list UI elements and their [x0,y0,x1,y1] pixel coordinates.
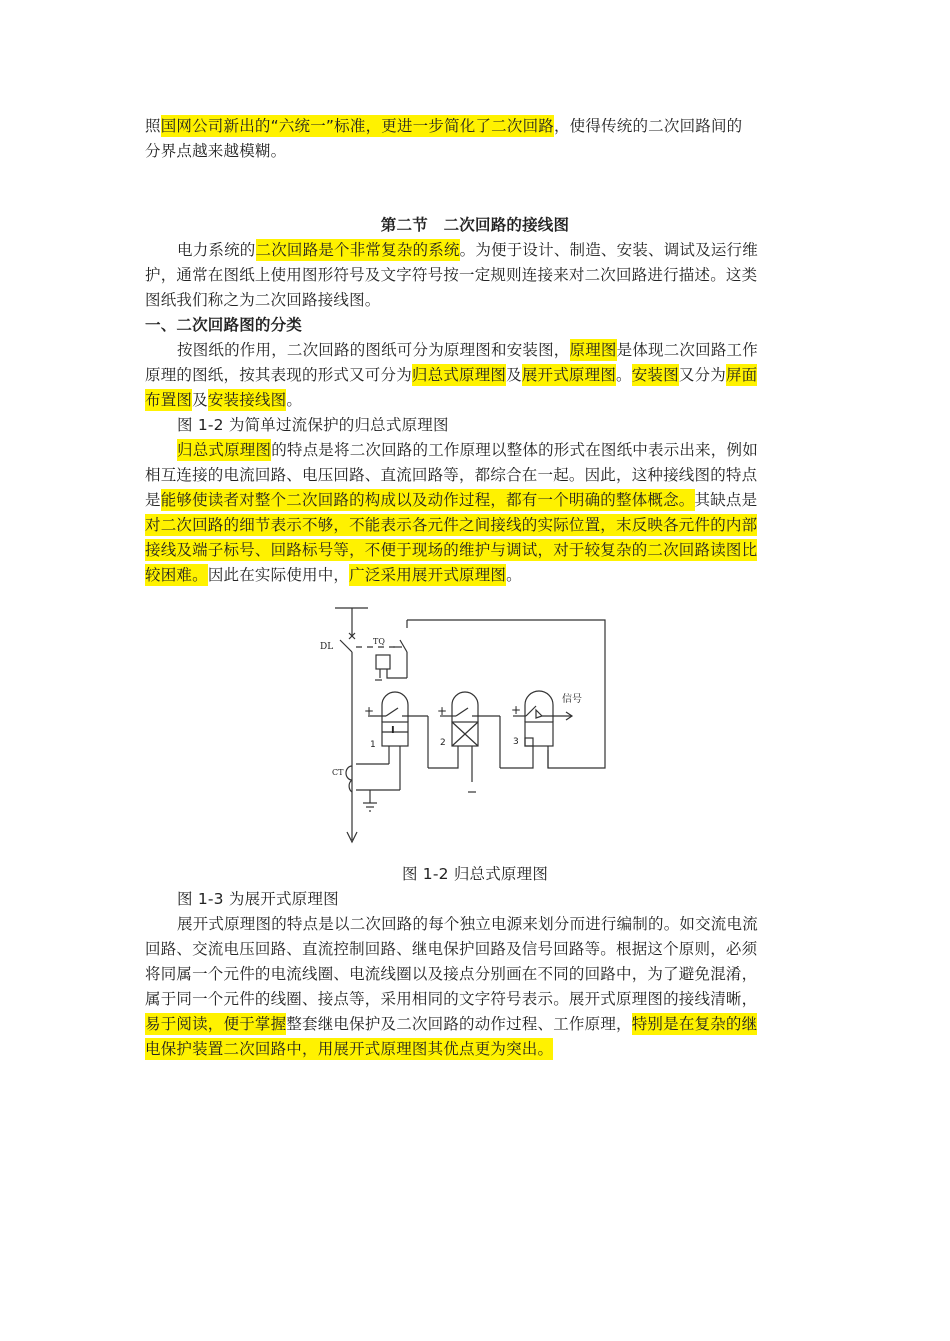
plus-sign-3: + [511,703,522,717]
relay-1-current-symbol: I [391,725,395,736]
text-run: 护，通常在图纸上使用图形符号及文字符号按一定规则连接来对二次回路进行描述。这类 [145,266,758,284]
relay-2-head [452,692,478,722]
breaker-dl-blade [340,640,352,652]
text-run: 电力系统的 [177,241,256,259]
highlighted-text: 易于阅读，便于掌握 [145,1015,287,1033]
para4-line-1 [145,912,805,937]
para4-line-4 [145,987,805,1012]
fig12-caption: 图 1-2 归总式原理图 [401,865,549,883]
text-run: 属于同一个元件的线圈、接点等，采用相同的文字符号表示。展开式原理图的接线清晰， [145,990,758,1008]
para3-line-5 [145,538,805,563]
highlighted-text: 电保护装置二次回路中，用展开式原理图其优点更为突出。 [145,1040,554,1058]
intro-line-2 [145,139,805,164]
highlighted-text: 布置图 [145,391,193,409]
para2-line-1 [145,338,805,363]
highlighted-text: 特别是在复杂的继 [631,1015,758,1033]
tq-coil [376,655,390,669]
para1-line-3 [145,288,805,313]
text-run: 回路、交流电压回路、直流控制回路、继电保护回路及信号回路等。根据这个原则，必须 [145,940,758,958]
highlighted-text: 较困难。 [145,566,208,584]
para1-line-1 [145,238,805,263]
plus-sign-2: + [437,704,448,718]
plus-sign-1: + [364,704,375,718]
text-run: 。 [286,391,303,409]
relay-1-body [382,722,408,746]
highlighted-text: 安装图 [631,366,679,384]
text-run: 原理的图纸，按其表现的形式又可分为 [145,366,412,384]
text-run: 分界点越来越模糊。 [145,142,287,160]
text-run: 是体现二次回路工作 [616,341,758,359]
label-signal: 信号 [562,694,582,705]
text-run: 整套继电保护及二次回路的动作过程、工作原理， [286,1015,632,1033]
para4-line-6 [145,1037,805,1062]
para3-line-2 [145,463,805,488]
label-ct: CT [332,768,344,777]
text-run: 。 [616,366,632,384]
label-dl: DL [320,642,334,652]
highlighted-text: 归总式原理图 [411,366,507,384]
highlighted-text: 接线及端子标号、回路标号等，不便于现场的维护与调试，对于较复杂的二次回路读图比 [145,541,758,559]
label-relay-3: 3 [513,737,519,747]
text-run: ，使得传统的二次回路间的 [553,117,743,135]
intro-line-1 [145,114,805,139]
relay-1-head [382,692,408,722]
para3-line-4 [145,513,805,538]
highlighted-text: 能够使读者对整个二次回路的构成以及动作过程，都有一个明确的整体概念。 [160,491,695,509]
text-run: 。为便于设计、制造、安装、调试及运行维 [459,241,758,259]
highlighted-text: 对二次回路的细节表示不够，不能表示各元件之间接线的实际位置，末反映各元件的内部 [145,516,758,534]
label-relay-2: 2 [440,738,446,748]
highlighted-text: 国网公司新出的“六统一”标准，更进一步简化了二次回路 [160,117,554,135]
label-tq: TQ [373,637,385,646]
fig13-reference: 图 1-3 为展开式原理图 [177,890,339,908]
relay-3-body [525,722,553,746]
highlighted-text: 原理图 [569,341,617,359]
text-run: 相互连接的电流回路、电压回路、直流回路等，都综合在一起。因此，这种接线图的特点 [145,466,758,484]
text-run: 及 [192,391,208,409]
text-run: 其缺点是 [694,491,758,509]
text-run: 图纸我们称之为二次回路接线图。 [145,291,381,309]
highlighted-text: 广泛采用展开式原理图 [349,566,507,584]
schematic-svg [320,600,620,850]
text-run: 又分为 [678,366,726,384]
label-relay-1: 1 [370,740,376,750]
text-run: 及 [506,366,522,384]
text-run: 按图纸的作用，二次回路的图纸可分为原理图和安装图， [177,341,570,359]
para4-line-3 [145,962,805,987]
text-run: 将同属一个元件的电流线圈、电流线圈以及接点分别画在不同的回路中，为了避免混淆， [145,965,758,983]
para3-line-6 [145,563,805,588]
para3-line-3 [145,488,805,513]
para2-line-2 [145,363,805,388]
para4-line-2 [145,937,805,962]
text-run: 照 [145,117,161,135]
para2-line-3 [145,388,805,413]
para1-line-2 [145,263,805,288]
section-title: 第二节 二次回路的接线图 [380,216,570,234]
highlighted-text: 屏面 [725,366,758,384]
text-run: 因此在实际使用中， [207,566,350,584]
para3-line-1 [145,438,805,463]
circuit-diagram-fig-1-2 [320,600,620,850]
text-run: 是 [145,491,161,509]
para4-line-5 [145,1012,805,1037]
fig12-reference: 图 1-2 为简单过流保护的归总式原理图 [177,416,449,434]
text-run: 的特点是将二次回路的工作原理以整体的形式在图纸中表示出来，例如 [271,441,758,459]
highlighted-text: 安装接线图 [207,391,287,409]
highlighted-text: 二次回路是个非常复杂的系统 [255,241,460,259]
heading-classification: 一、二次回路图的分类 [145,316,303,334]
highlighted-text: 展开式原理图 [521,366,617,384]
text-run: 。 [506,566,522,584]
tq-contact [400,640,407,652]
highlighted-text: 归总式原理图 [177,441,272,459]
text-run: 展开式原理图的特点是以二次回路的每个独立电源来划分而进行编制的。如交流电流 [177,915,758,933]
